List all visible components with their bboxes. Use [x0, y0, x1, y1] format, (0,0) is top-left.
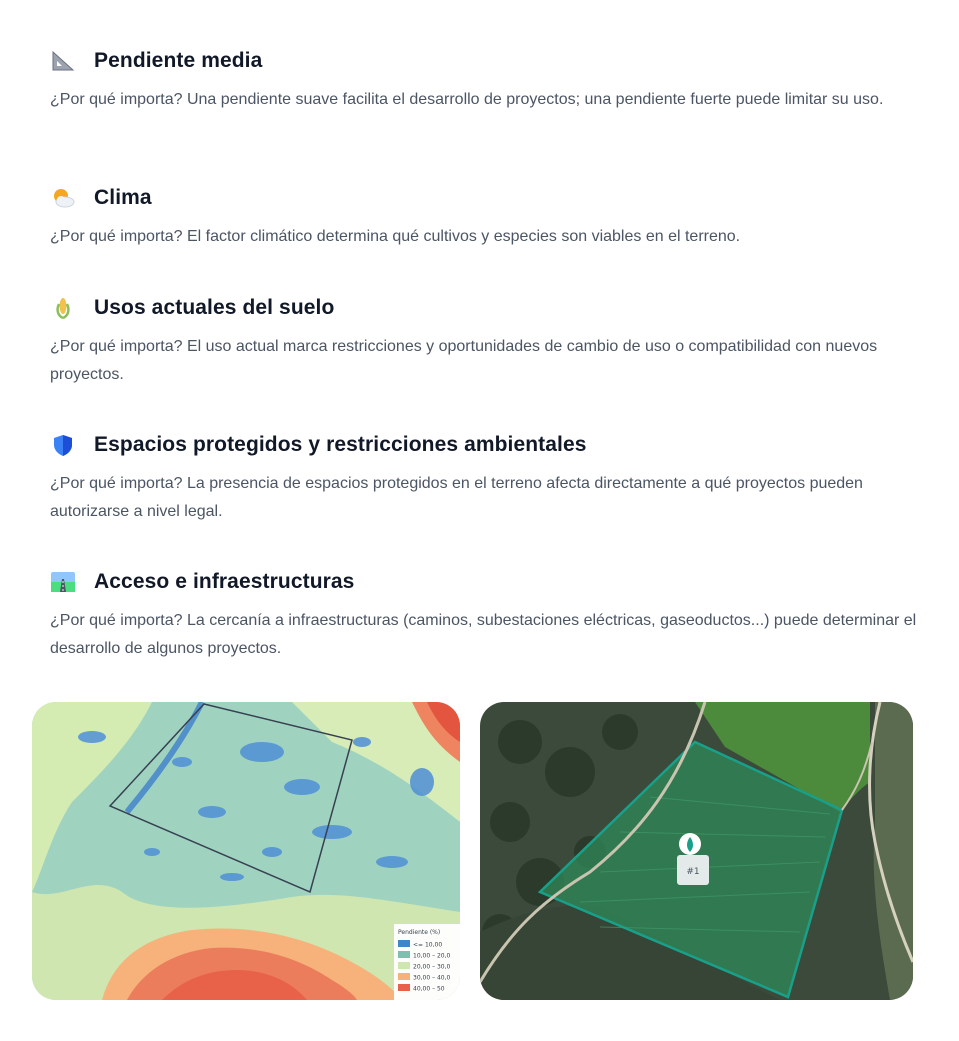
marker-label: #1 — [686, 867, 700, 877]
shield-icon — [50, 433, 78, 457]
legend-swatch — [398, 962, 410, 969]
sun-behind-cloud-icon — [50, 186, 78, 210]
section-title: Pendiente media — [94, 49, 263, 72]
legend-swatch — [398, 951, 410, 958]
motorway-icon — [50, 570, 78, 594]
section-clima — [50, 183, 930, 251]
section-description: ¿Por qué importa? La cercanía a infraestructuras (caminos, subestaciones eléctricas, gaseoductos...) puede determinar el desarrollo de algunos proyectos. — [50, 612, 917, 657]
legend-label: <= 10,00 — [413, 941, 443, 949]
section-title: Espacios protegidos y restricciones ambientales — [94, 433, 587, 456]
legend-label: 10,00 – 20,0 — [413, 952, 451, 960]
section-acceso-infraestructuras — [50, 567, 930, 663]
legend-swatch — [398, 984, 410, 991]
section-espacios-protegidos — [50, 430, 930, 526]
section-description: ¿Por qué importa? El factor climático determina qué cultivos y especies son viables en el terreno. — [50, 228, 741, 245]
corn-icon — [50, 296, 78, 320]
legend-label: 30,00 – 40,0 — [413, 974, 451, 982]
section-usos-suelo — [50, 293, 930, 389]
legend-title: Pendiente (%) — [398, 929, 441, 936]
slope-map[interactable] — [32, 702, 460, 1000]
legend-label: 40,00 – 50 — [413, 985, 445, 993]
triangle-ruler-icon — [50, 49, 78, 73]
slope-legend — [394, 924, 460, 1000]
section-description: ¿Por qué importa? La presencia de espacios protegidos en el terreno afecta directamente a qué proyectos pueden autorizarse a nivel legal. — [50, 475, 863, 520]
satellite-map[interactable] — [480, 702, 913, 1000]
section-title: Usos actuales del suelo — [94, 296, 335, 319]
section-pendiente-media — [50, 46, 930, 114]
legend-swatch — [398, 940, 410, 947]
legend-swatch — [398, 973, 410, 980]
section-title: Acceso e infraestructuras — [94, 570, 355, 593]
section-description: ¿Por qué importa? El uso actual marca restricciones y oportunidades de cambio de uso o compatibilidad con nuevos proyectos. — [50, 338, 878, 383]
section-title: Clima — [94, 186, 152, 209]
legend-label: 20,00 – 30,0 — [413, 963, 451, 971]
section-description: ¿Por qué importa? Una pendiente suave facilita el desarrollo de proyectos; una pendiente fuerte puede limitar su uso. — [50, 91, 884, 108]
